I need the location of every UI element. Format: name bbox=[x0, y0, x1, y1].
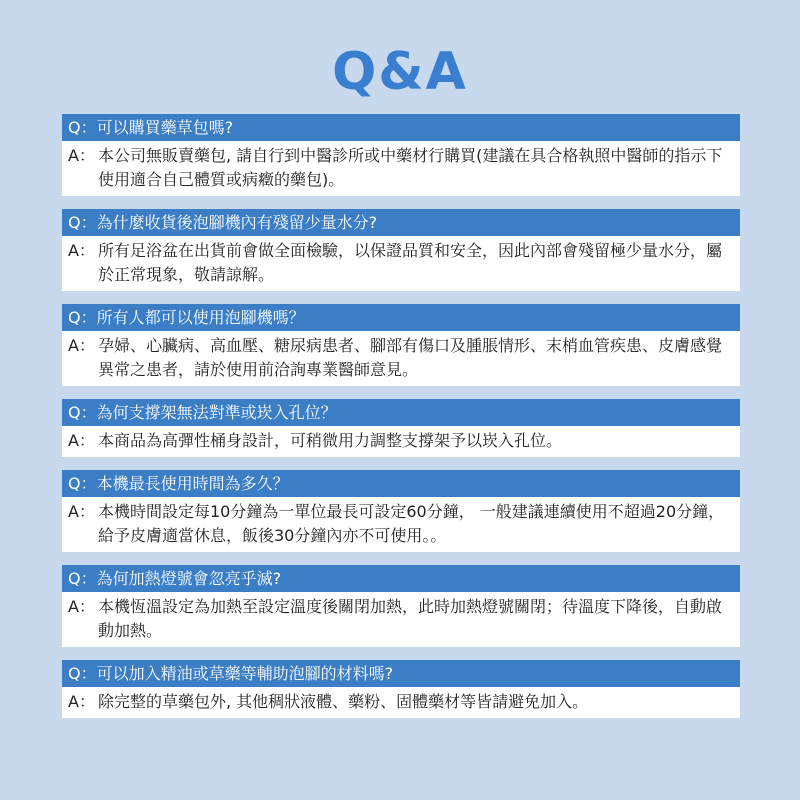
answer-prefix: A： bbox=[68, 146, 95, 165]
question-text: 可以加入精油或草藥等輔助泡腳的材料嗎? bbox=[96, 664, 394, 683]
answer-box bbox=[62, 426, 740, 457]
page-title: Q&A bbox=[332, 42, 468, 102]
qa-item-6 bbox=[62, 565, 740, 647]
question-bar bbox=[62, 114, 740, 141]
qa-list bbox=[62, 114, 740, 731]
question-text: 為何支撐架無法對準或崁入孔位？ bbox=[96, 403, 337, 422]
answer-prefix: A： bbox=[68, 431, 95, 450]
question-text: 所有人都可以使用泡腳機嗎？ bbox=[96, 308, 305, 327]
answer-text: 本公司無販賣藥包, 請自行到中醫診所或中藥材行購買(建議在具合格執照中醫師的指示下使用適合自己體質或病癥的藥包)。 bbox=[98, 146, 723, 189]
question-bar bbox=[62, 470, 740, 497]
answer-prefix: A： bbox=[68, 336, 95, 355]
question-prefix: Q： bbox=[68, 118, 97, 137]
qa-item-7 bbox=[62, 660, 740, 718]
qa-item-3 bbox=[62, 304, 740, 386]
qa-item-4 bbox=[62, 399, 740, 457]
answer-box bbox=[62, 592, 740, 647]
answer-prefix: A： bbox=[68, 241, 95, 260]
answer-text: 本商品為高彈性桶身設計，可稍微用力調整支撐架予以崁入孔位。 bbox=[98, 431, 563, 450]
answer-text: 孕婦、心臟病、高血壓、糖尿病患者、腳部有傷口及腫脹情形、末梢血管疾患、皮膚感覺異常之患者，請於使用前洽詢專業醫師意見。 bbox=[98, 336, 723, 379]
qa-item-2 bbox=[62, 209, 740, 291]
question-prefix: Q： bbox=[68, 474, 97, 493]
question-prefix: Q： bbox=[68, 664, 97, 683]
answer-box bbox=[62, 331, 740, 386]
question-text: 本機最長使用時間為多久？ bbox=[96, 474, 289, 493]
answer-box bbox=[62, 141, 740, 196]
answer-box bbox=[62, 236, 740, 291]
question-text: 為何加熱燈號會忽亮乎滅? bbox=[96, 569, 282, 588]
answer-text: 所有足浴盆在出貨前會做全面檢驗，以保證品質和安全，因此內部會殘留極少量水分，屬於正常現象，敬請諒解。 bbox=[98, 241, 723, 284]
answer-box bbox=[62, 497, 740, 552]
question-bar bbox=[62, 660, 740, 687]
answer-text: 本機時間設定每10分鐘為一單位最長可設定60分鐘， 一般建議連續使用不超過20分鐘，給予皮膚適當休息，飯後30分鐘內亦不可使用。。 bbox=[98, 502, 725, 545]
answer-box bbox=[62, 687, 740, 718]
question-prefix: Q： bbox=[68, 403, 97, 422]
answer-prefix: A： bbox=[68, 597, 95, 616]
question-prefix: Q： bbox=[68, 308, 97, 327]
qa-item-1 bbox=[62, 114, 740, 196]
question-bar bbox=[62, 565, 740, 592]
answer-text: 本機恆溫設定為加熱至設定溫度後關閉加熱，此時加熱燈號關閉；待溫度下降後，自動啟動加熱。 bbox=[98, 597, 723, 640]
question-text: 為什麼收貨後泡腳機內有殘留少量水分? bbox=[96, 213, 378, 232]
question-prefix: Q： bbox=[68, 213, 97, 232]
question-bar bbox=[62, 209, 740, 236]
qa-item-5 bbox=[62, 470, 740, 552]
question-prefix: Q： bbox=[68, 569, 97, 588]
answer-prefix: A： bbox=[68, 502, 95, 521]
answer-text: 除完整的草藥包外, 其他稠狀液體、藥粉、固體藥材等皆請避免加入。 bbox=[98, 692, 589, 711]
question-text: 可以購買藥草包嗎? bbox=[96, 118, 234, 137]
question-bar bbox=[62, 304, 740, 331]
answer-prefix: A： bbox=[68, 692, 95, 711]
question-bar bbox=[62, 399, 740, 426]
